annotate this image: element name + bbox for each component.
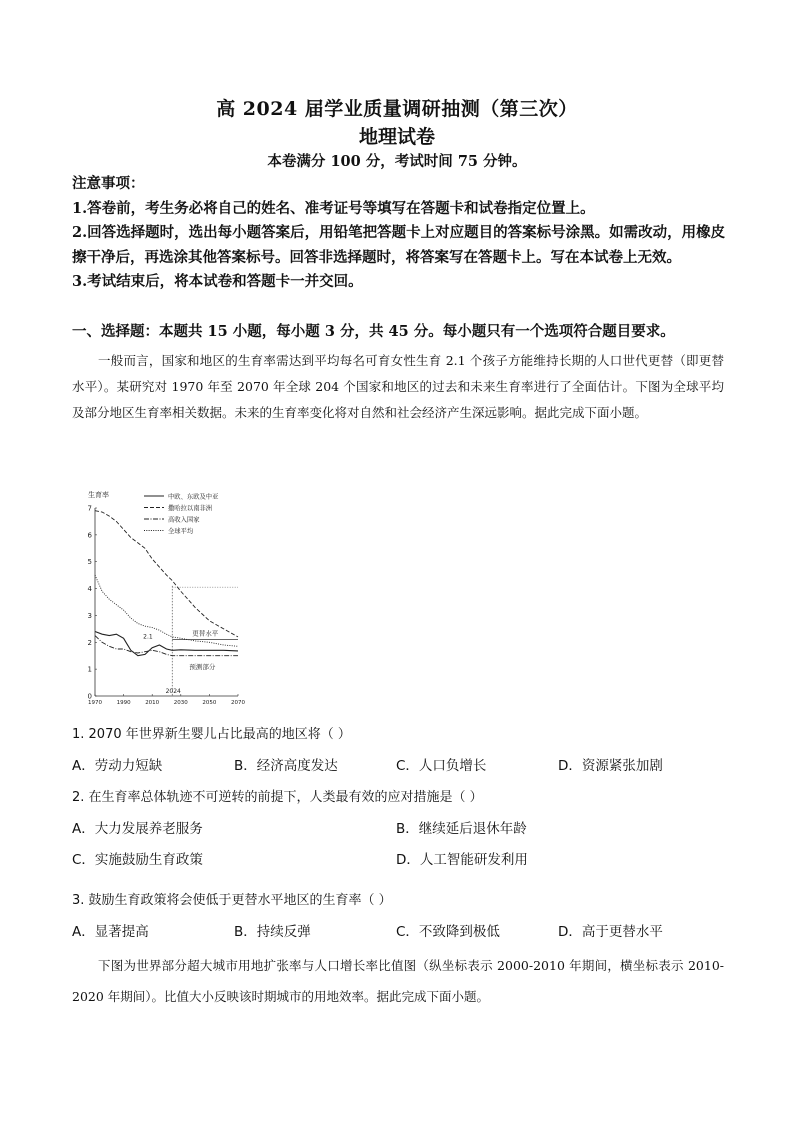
q1-option-c[interactable]: C．人口负增长 (396, 758, 487, 774)
q3-option-a[interactable]: A．显著提高 (72, 924, 149, 940)
notes-block (72, 172, 727, 295)
x-tick-label: 2050 (202, 700, 217, 705)
passage-1: 一般而言，国家和地区的生育率需达到平均每名可育女性生育 2.1 个孩子方能维持长期的人口世代更替（即更替水平）。某研究对 1970 年至 2070 年全球 204 个国家和地区的过去和未来生育率进行了全面估计。下图为全球平均及部分地区生育率相关数据。未来的生育率变化将对自然和社会经济产生深远影响。据此完成下面小题。 (72, 353, 724, 420)
divider-year-label: 2024 (165, 688, 181, 695)
series-line-2 (95, 511, 238, 637)
note-item: 1.答卷前，考生务必将自己的姓名、准考证号等填写在答题卡和试卷指定位置上。 (72, 199, 595, 217)
legend-label: 全球平均 (168, 527, 194, 535)
y-tick-label: 3 (87, 611, 92, 620)
y-tick-label: 0 (87, 692, 92, 701)
replacement-level-label: 更替水平 (192, 629, 219, 638)
q2-option-c[interactable]: C．实施鼓励生育政策 (72, 852, 203, 868)
forecast-label: 预测部分 (189, 663, 216, 672)
x-tick-label: 2030 (173, 700, 188, 705)
q1-option-b[interactable]: B．经济高度发达 (234, 758, 338, 774)
y-tick-label: 6 (87, 531, 92, 540)
y-tick-label: 4 (87, 585, 92, 594)
y-tick-label: 1 (87, 665, 92, 674)
q3-option-c[interactable]: C．不致降到极低 (396, 924, 500, 940)
y-tick-label: 7 (87, 504, 92, 513)
notes-heading: 注意事项： (72, 175, 145, 192)
q2-option-d[interactable]: D．人工智能研发利用 (396, 852, 528, 868)
question-3-stem: 3. 鼓励生育政策将会使低于更替水平地区的生育率（ ） (72, 893, 392, 908)
replacement-value-label: 2.1 (143, 633, 153, 641)
q3-option-d[interactable]: D．高于更替水平 (558, 924, 663, 940)
score-note: 本卷满分 100 分，考试时间 75 分钟。 (267, 153, 527, 170)
q2-option-b[interactable]: B．继续延后退休年龄 (396, 821, 527, 837)
q1-option-d[interactable]: D．资源紧张加剧 (558, 758, 663, 774)
legend-label: 高收入国家 (168, 516, 200, 524)
note-item: 2.回答选择题时，选出每小题答案后，用铅笔把答题卡上对应题目的答案标号涂黑。如需改动，用橡皮擦干净后，再选涂其他答案标号。回答非选择题时，将答案写在答题卡上。写在本试卷上无效。 (72, 224, 726, 266)
fertility-chart (86, 490, 246, 705)
q1-option-a[interactable]: A．劳动力短缺 (72, 758, 163, 774)
x-tick-label: 1970 (88, 700, 102, 705)
y-tick-label: 2 (87, 638, 92, 647)
passage-2: 下图为世界部分超大城市用地扩张率与人口增长率比值图（纵坐标表示 2000-2010 年期间，横坐标表示 2010-2020 年期间）。比值大小反映该时期城市的用地效率。据此完成下面小题。 (72, 958, 724, 1004)
q3-option-b[interactable]: B．持续反弹 (234, 924, 311, 940)
y-tick-label: 5 (87, 558, 92, 567)
legend-label: 撒哈拉以南非洲 (168, 504, 213, 512)
x-tick-label: 2010 (145, 700, 160, 705)
legend-label: 中欧、东欧及中亚 (168, 493, 219, 501)
question-2-stem: 2. 在生育率总体轨迹不可逆转的前提下，人类最有效的应对措施是（ ） (72, 790, 483, 805)
section-heading: 一、选择题：本题共 15 小题，每小题 3 分，共 45 分。每小题只有一个选项符合题目要求。 (72, 323, 675, 340)
question-1-stem: 1. 2070 年世界新生婴儿占比最高的地区将（ ） (72, 727, 351, 742)
q2-option-a[interactable]: A．大力发展养老服务 (72, 821, 203, 837)
x-tick-label: 2070 (231, 700, 245, 705)
exam-title: 高 2024 届学业质量调研抽测（第三次） (216, 98, 578, 120)
x-tick-label: 1990 (116, 700, 131, 705)
y-axis-label: 生育率 (88, 491, 109, 499)
note-item: 3.考试结束后，将本试卷和答题卡一并交回。 (72, 273, 363, 290)
subject-title: 地理试卷 (358, 126, 435, 148)
